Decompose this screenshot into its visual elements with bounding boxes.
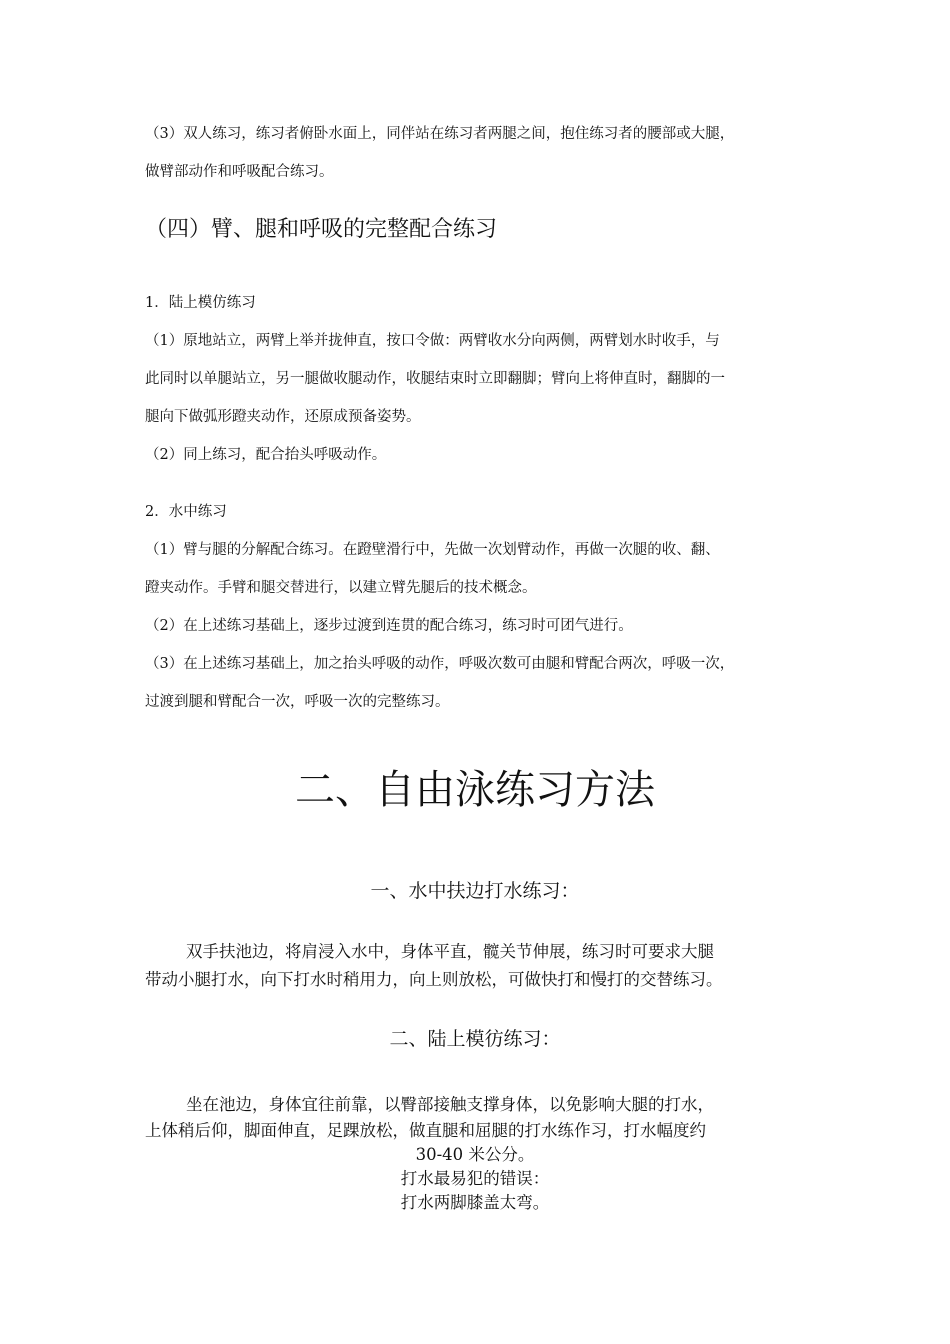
text-line: 蹬夹动作。手臂和腿交替进行，以建立臂先腿后的技术概念。	[145, 580, 537, 596]
text-line: 打水两脚膝盖太弯。	[400, 1193, 550, 1212]
text-line: 过渡到腿和臂配合一次，呼吸一次的完整练习。	[145, 694, 450, 710]
text-line: 腿向下做弧形蹬夹动作，还原成预备姿势。	[145, 409, 421, 425]
part1-title: 一、水中扶边打水练习：	[370, 880, 580, 902]
main-title: 二、自由泳练习方法	[295, 767, 655, 813]
text-line: （2）同上练习，配合抬头呼吸动作。	[145, 447, 387, 463]
text-line: （1）臂与腿的分解配合练习。在蹬壁滑行中，先做一次划臂动作，再做一次腿的收、翻、	[145, 542, 720, 558]
paragraph-pair-practice	[145, 115, 810, 191]
part2-title: 二、陆上模彷练习：	[389, 1028, 561, 1050]
part1-paragraph	[145, 938, 818, 994]
text-line: 双手扶池边，将肩浸入水中，身体平直，髋关节伸展，练习时可要求大腿	[186, 942, 714, 961]
text-line: （2）在上述练习基础上，逐步过渡到连贯的配合练习，练习时可团气进行。	[145, 618, 633, 634]
text-line: 打水最易犯的错误：	[400, 1169, 550, 1188]
water-practice-section	[145, 493, 810, 721]
text-line: （3）在上述练习基础上，加之抬头呼吸的动作，呼吸次数可由腿和臂配合两次，呼吸一次，	[145, 656, 735, 672]
water-practice-title: 2．水中练习	[145, 504, 227, 520]
text-line: 做臂部动作和呼吸配合练习。	[145, 164, 334, 180]
text-line: 此同时以单腿站立，另一腿做收腿动作，收腿结束时立即翻脚；臂向上将伸直时，翻脚的一	[145, 371, 725, 387]
section-heading-4: （四）臂、腿和呼吸的完整配合练习	[145, 217, 498, 242]
text-line: 坐在池边，身体宜往前靠，以臀部接触支撑身体，以免影响大腿的打水，	[186, 1095, 714, 1114]
text-line: 带动小腿打水，向下打水时稍用力，向上则放松，可做快打和慢打的交替练习。	[145, 970, 723, 989]
text-line: （1）原地站立，两臂上举并拢伸直，按口令做：两臂收水分向两侧，两臂划水时收手，与	[145, 333, 720, 349]
part2-paragraph	[145, 1091, 818, 1143]
land-practice-title: 1．陆上模仿练习	[145, 295, 256, 311]
land-practice-section	[145, 284, 810, 474]
text-line: （3）双人练习，练习者俯卧水面上，同伴站在练习者两腿之间，抱住练习者的腰部或大腿，	[145, 126, 735, 142]
text-line: 上体稍后仰，脚面伸直，足踝放松，做直腿和屈腿的打水练作习，打水幅度约	[145, 1121, 706, 1140]
text-line: 30-40 米公分。	[415, 1145, 535, 1164]
